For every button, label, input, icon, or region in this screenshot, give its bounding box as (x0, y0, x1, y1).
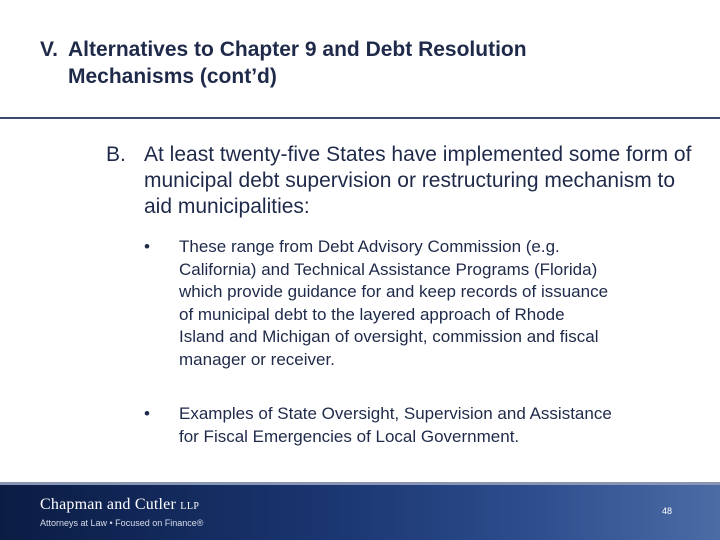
bullet-2-line-1: Examples of State Oversight, Supervision and Assistance (179, 404, 612, 423)
bullet-item-1 (144, 236, 704, 371)
bullet-icon: • (144, 237, 150, 256)
title-divider (0, 117, 720, 119)
title-line-1: Alternatives to Chapter 9 and Debt Resolution (68, 38, 527, 61)
footer-stripe (0, 482, 720, 485)
point-b-text: At least twenty-five States have implemented some form of municipal debt supervision or restructuring mechanism to aid municipalities: (144, 143, 692, 218)
slide-title (40, 36, 680, 90)
bullet-1-line-4: of municipal debt to the layered approach of Rhode (179, 304, 565, 324)
footer-bar (0, 482, 720, 540)
firm-name: Chapman and Cutler (40, 496, 177, 513)
point-b-marker: B. (106, 143, 126, 166)
point-b (106, 142, 696, 220)
page-number: 48 (662, 506, 673, 516)
title-line-2: Mechanisms (cont’d) (68, 65, 277, 88)
bullet-1-line-3: which provide guidance for and keep records of issuance (179, 282, 609, 301)
firm-logo (40, 496, 200, 514)
bullet-icon: • (144, 404, 150, 423)
bullet-1-line-1: These range from Debt Advisory Commission (e.g. (179, 237, 560, 256)
bullet-1-line-5: Island and Michigan of oversight, commission and fiscal (179, 327, 599, 346)
bullet-item-2 (144, 403, 704, 448)
bullet-2-line-2: for Fiscal Emergencies of Local Government. (179, 426, 520, 446)
bullet-1-line-2: California) and Technical Assistance Programs (Florida) (179, 259, 598, 279)
firm-tagline: Attorneys at Law • Focused on Finance® (40, 518, 204, 528)
title-number: V. (40, 38, 58, 61)
bullet-1-line-6: manager or receiver. (179, 349, 335, 369)
firm-suffix: LLP (180, 501, 200, 512)
